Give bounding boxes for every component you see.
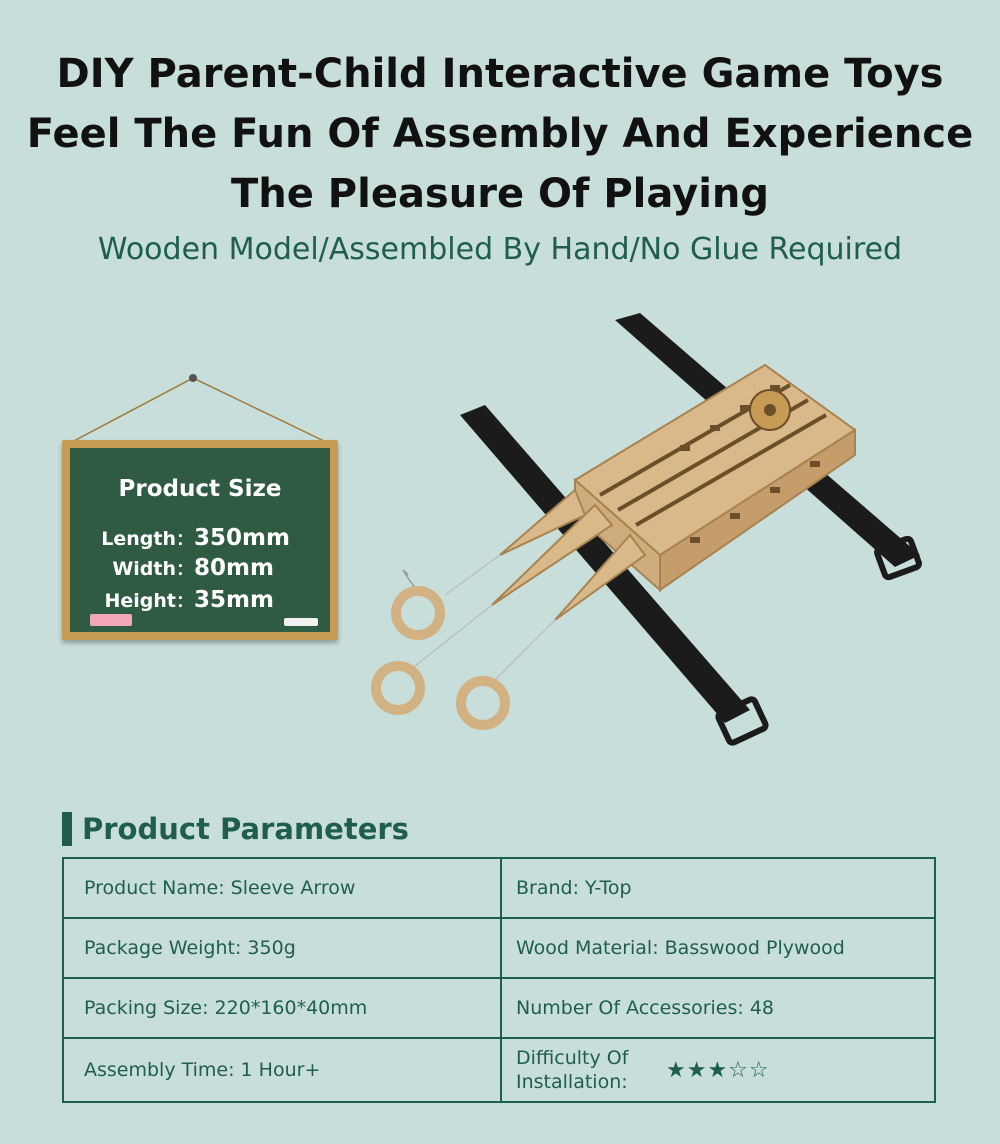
product-parameters-table	[62, 857, 936, 1103]
param-assembly-time: Assembly Time: 1 Hour+	[63, 1038, 501, 1102]
difficulty-stars-icon: ★★★☆☆	[666, 1057, 770, 1083]
board-hanger-icon	[60, 370, 340, 450]
chalk-pink-icon	[90, 614, 132, 626]
size-value-width: 80mm	[194, 555, 274, 581]
size-label-height: Height	[104, 590, 176, 612]
table-row	[63, 918, 935, 978]
product-parameters-title: Product Parameters	[82, 812, 409, 846]
size-colon-length: ：	[176, 528, 196, 550]
product-parameters-heading	[62, 808, 409, 850]
size-row-height	[88, 586, 328, 613]
table-row	[63, 978, 935, 1038]
difficulty-label-line-1: Difficulty Of	[516, 1047, 629, 1069]
table-row	[63, 858, 935, 918]
headline-line-2: Feel The Fun Of Assembly And Experience	[26, 111, 974, 157]
param-brand: Brand: Y-Top	[501, 858, 935, 918]
product-size-title: Product Size	[118, 476, 282, 502]
subtitle: Wooden Model/Assembled By Hand/No Glue Required	[97, 232, 903, 267]
chalk-white-icon	[284, 618, 318, 626]
sleeve-arrow-product-image	[350, 305, 970, 765]
difficulty-label-line-2: Installation:	[516, 1071, 628, 1093]
size-colon-width: ：	[176, 558, 196, 580]
param-accessories: Number Of Accessories: 48	[501, 978, 935, 1038]
headline-line-1: DIY Parent-Child Interactive Game Toys	[56, 51, 944, 97]
product-size-board	[62, 440, 338, 640]
param-packing-size: Packing Size: 220*160*40mm	[63, 978, 501, 1038]
param-package-weight: Package Weight: 350g	[63, 918, 501, 978]
headline-line-3: The Pleasure Of Playing	[230, 171, 770, 217]
size-label-length: Length	[101, 528, 176, 550]
param-difficulty	[501, 1038, 935, 1102]
param-wood-material: Wood Material: Basswood Plywood	[501, 918, 935, 978]
size-row-width	[88, 554, 328, 581]
param-product-name: Product Name: Sleeve Arrow	[63, 858, 501, 918]
size-value-height: 35mm	[194, 587, 274, 613]
difficulty-label	[516, 1046, 666, 1094]
table-row	[63, 1038, 935, 1102]
size-row-length	[88, 524, 328, 551]
size-colon-height: ：	[176, 590, 196, 612]
size-label-width: Width	[112, 558, 176, 580]
size-value-length: 350mm	[194, 525, 290, 551]
heading-bar-icon	[62, 812, 72, 846]
